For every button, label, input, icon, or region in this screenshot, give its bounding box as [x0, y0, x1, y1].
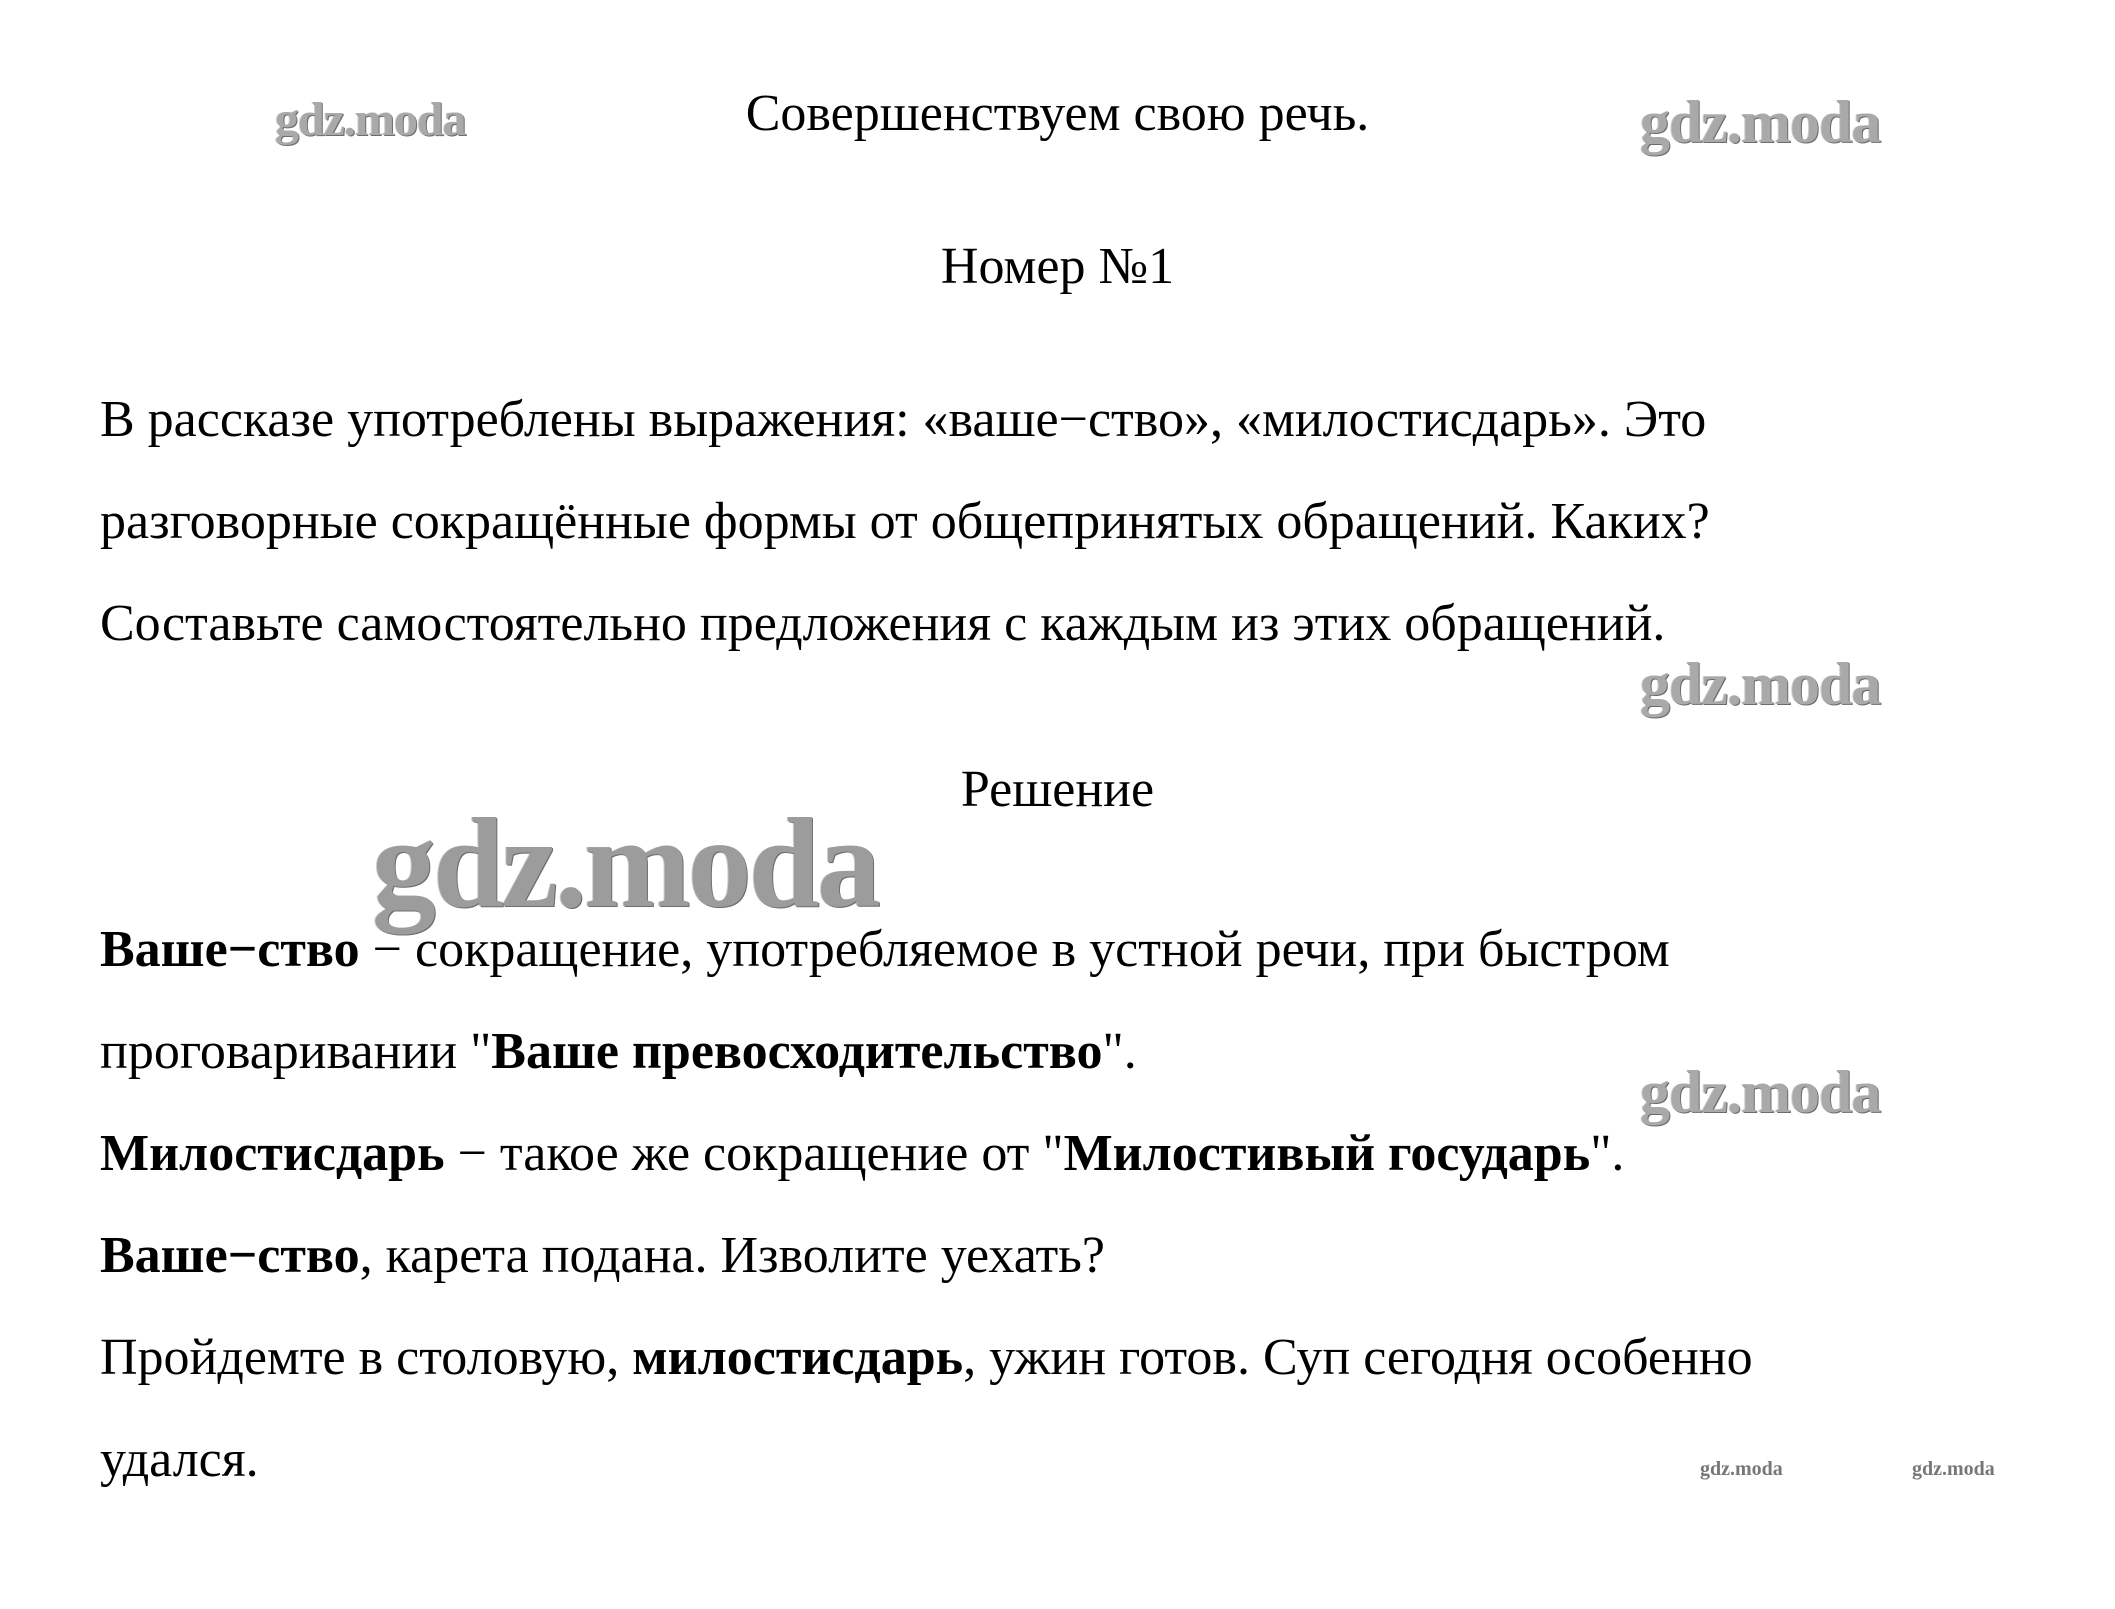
task-number: Номер №1 [940, 238, 1175, 295]
watermark-logo: gdz.moda [1640, 1059, 1881, 1125]
solution-text: , карета подана. Изволите уехать? [359, 1227, 1105, 1284]
page-title: Совершенствуем свою речь. [745, 85, 1370, 142]
task-text-line: В рассказе употреблены выражения: «ваше−ство», «милостисдарь». Это [100, 391, 1707, 448]
watermark-small: gdz.moda [1700, 1458, 1783, 1480]
solution-text: , ужин готов. Суп сегодня особенно [963, 1329, 1753, 1386]
solution-line [100, 1124, 1624, 1184]
term-bold: Ваше−ство [100, 1227, 360, 1284]
watermark-small: gdz.moda [1912, 1458, 1995, 1480]
watermark-logo-large: gdz.moda [372, 792, 878, 934]
watermark-logo: gdz.moda [275, 93, 466, 146]
solution-text: ". [1102, 1023, 1137, 1080]
solution-line: удался. [100, 1431, 259, 1488]
term-bold: Милостивый государь [1063, 1125, 1591, 1182]
term-bold: Милостисдарь [100, 1125, 445, 1182]
solution-text: − сокращение, употребляемое в устной речи, при быстром [359, 921, 1670, 978]
solution-line [100, 920, 1670, 980]
solution-line [100, 1328, 1753, 1388]
solution-text: − такое же сокращение от " [444, 1125, 1064, 1182]
term-bold: милостисдарь [632, 1329, 964, 1386]
task-text-line: Составьте самостоятельно предложения с каждым из этих обращений. [100, 595, 1666, 652]
solution-line [100, 1022, 1137, 1082]
term-bold: Ваше превосходительство [491, 1023, 1103, 1080]
solution-text: проговаривании " [100, 1023, 492, 1080]
task-text-line: разговорные сокращённые формы от общепринятых обращений. Каких? [100, 493, 1710, 550]
term-bold: Ваше−ство [100, 921, 360, 978]
solution-text: ". [1590, 1125, 1625, 1182]
solution-heading: Решение [960, 761, 1155, 818]
watermark-logo: gdz.moda [1640, 89, 1881, 155]
solution-line [100, 1226, 1105, 1286]
watermark-logo: gdz.moda [1640, 651, 1881, 717]
solution-text: Пройдемте в столовую, [100, 1329, 633, 1386]
